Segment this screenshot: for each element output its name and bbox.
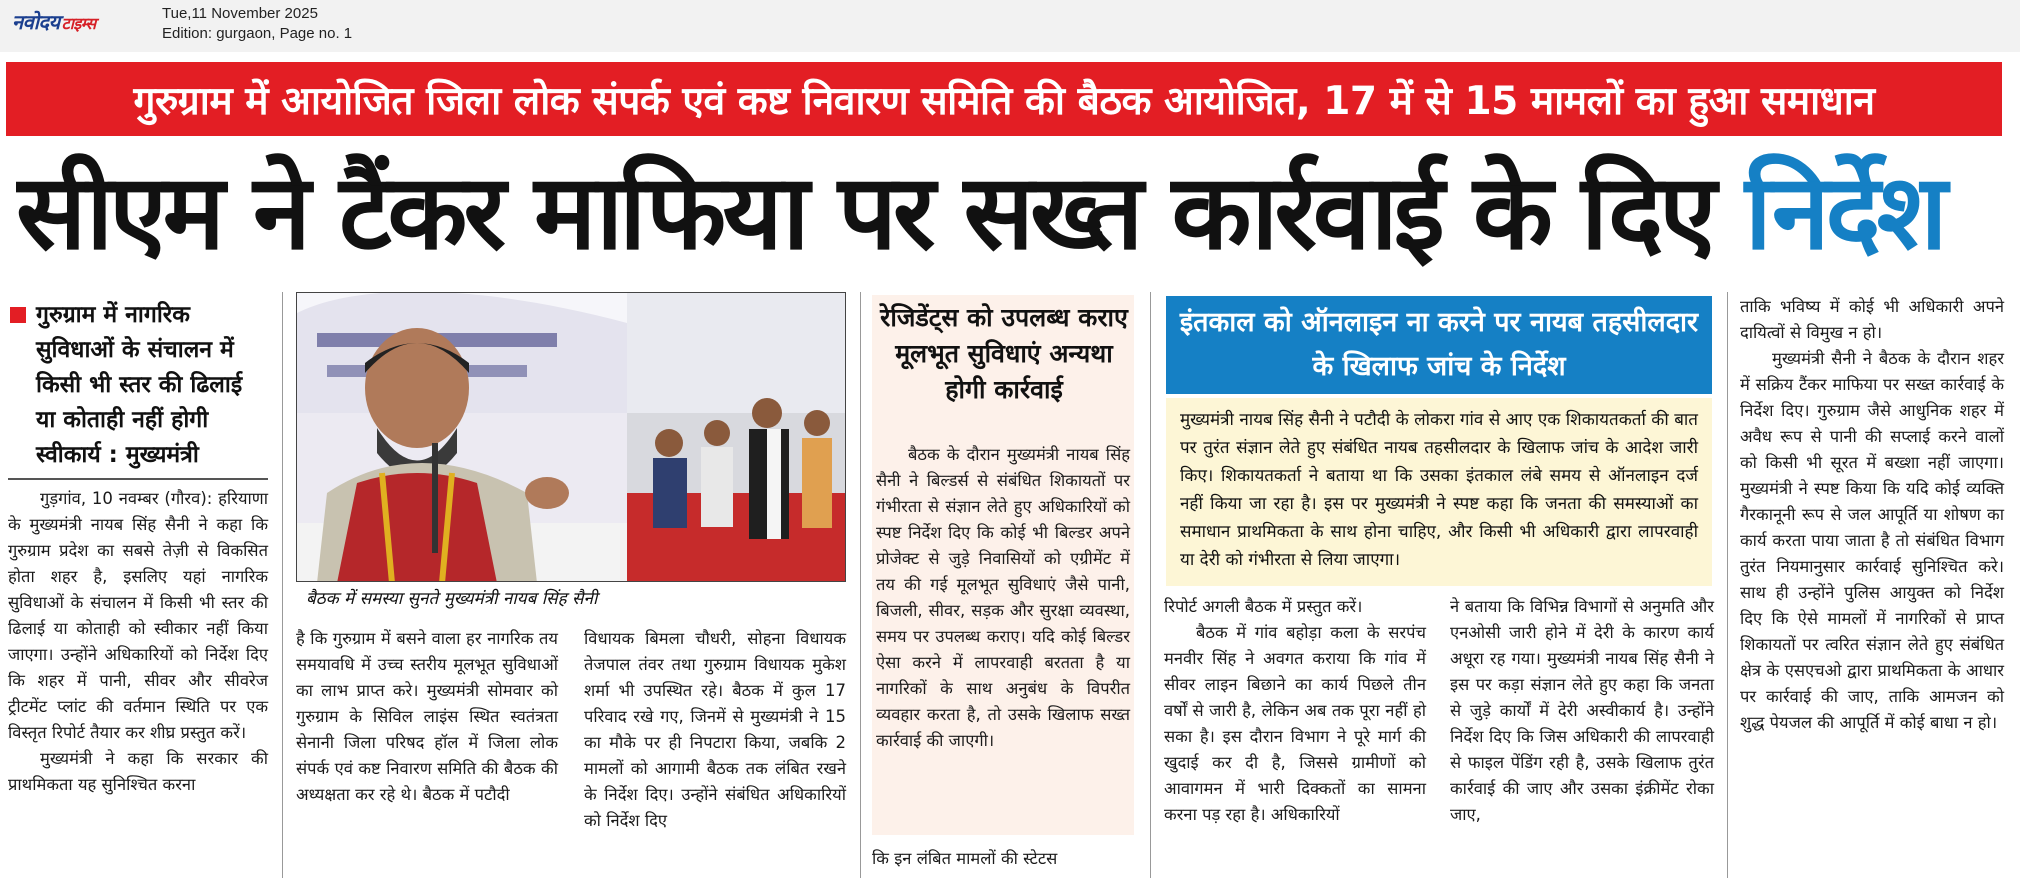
headline-main: सीएम ने टैंकर माफिया पर सख्त कार्रवाई के दिए <box>16 151 1745 273</box>
article-column-7 <box>1740 294 2004 736</box>
article-column-5 <box>1164 594 1426 828</box>
article-col5-para1: रिपोर्ट अगली बैठक में प्रस्तुत करें। <box>1164 597 1363 616</box>
mutation-story-title: इंतकाल को ऑनलाइन ना करने पर नायब तहसीलदार के खिलाफ जांच के निर्देश <box>1166 296 1712 394</box>
builder-story-continuation <box>872 846 1134 872</box>
builder-story-body <box>872 442 1134 754</box>
column-divider <box>1727 292 1728 878</box>
main-headline <box>16 144 2006 280</box>
article-col7-para2: मुख्यमंत्री सैनी ने बैठक के दौरान शहर में सक्रिय टैंकर माफिया पर सख्त कार्रवाई के निर्देश दिए। गुरुग्राम जैसे आधुनिक शहर में अवैध रूप से पानी की सप्लाई करने वालों को किसी भी सूरत में बख्शा नहीं जाएगा। मुख्यमंत्री ने स्पष्ट किया कि यदि कोई व्यक्ति गैरकानूनी रूप से जल आपूर्ति या शोषण का कार्य करता पाया जाता है तो संबंधित विभाग तुरंत नियमानुसार कार्रवाई सुनिश्चित करे। साथ ही उन्होंने पुलिस आयुक्त को निर्देश दिए कि ऐसे मामलों में नागरिकों से प्राप्त शिकायतों पर त्वरित संज्ञान लेते हुए संबंधित क्षेत्र के एसएचओ द्वारा प्राथमिकता के आधार पर कार्रवाई की जाए, ताकि आमजन को शुद्ध पेयजल की आपूर्ति में कोई बाधा न हो। <box>1740 349 2004 732</box>
article-column-2 <box>296 626 558 808</box>
photo-caption: बैठक में समस्या सुनते मुख्यमंत्री नायब सिंह सैनी <box>306 589 598 609</box>
article-column-6 <box>1450 594 1714 828</box>
article-col6-text: ने बताया कि विभिन्न विभागों से अनुमति और एनओसी जारी होने में देरी के कारण कार्य अधूरा रह गया। मुख्यमंत्री नायब सिंह सैनी ने इस पर कड़ा संज्ञान लेते हुए कहा कि जनता से जुड़े कार्यों में देरी अस्वीकार्य है। उन्होंने निर्देश दिए कि जिस अधिकारी की लापरवाही से फाइल पेंडिंग रही है, उसके खिलाफ तुरंत कार्रवाई की जाए और उसका इंक्रीमेंट रोका जाए, <box>1450 597 1714 824</box>
column-divider <box>860 292 861 878</box>
article-col3-text: विधायक बिमला चौधरी, सोहना विधायक तेजपाल तंवर तथा गुरुग्राम विधायक मुकेश शर्मा भी उपस्थित रहे। बैठक में कुल 17 परिवाद रखे गए, जिनमें से मुख्यमंत्री ने 15 का मौके पर ही निपटारा किया, जबकि 2 मामलों को आगामी बैठक तक लंबित रखने के निर्देश दिए। उन्होंने संबंधित अधिकारियों को निर्देश दिए <box>584 629 846 830</box>
sidebar-divider <box>8 478 268 480</box>
article-col2-text: है कि गुरुग्राम में बसने वाला हर नागरिक तय समयावधि में उच्च स्तरीय मूलभूत सुविधाओं का लाभ प्राप्त करे। मुख्यमंत्री सोमवार को गुरुग्राम के सिविल लाइंस स्थित स्वतंत्रता सेनानी जिला परिषद हॉल में जिला लोक संपर्क एवं कष्ट निवारण समिति की बैठक की अध्यक्षता कर रहे थे। बैठक में पटौदी <box>296 629 558 804</box>
article-column-1 <box>8 486 268 798</box>
mutation-story-body: मुख्यमंत्री नायब सिंह सैनी ने पटौदी के लोकरा गांव से आए एक शिकायतकर्ता की बात पर तुरंत संज्ञान लेते हुए संबंधित नायब तहसीलदार के खिलाफ जांच के आदेश जारी किए। शिकायतकर्ता ने बताया था कि उसका इंतकाल लंबे समय से ऑनलाइन दर्ज नहीं किया जा रहा है। इस पर मुख्यमंत्री ने स्पष्ट कहा कि जनता की समस्याओं का समाधान प्राथमिकता के साथ होना चाहिए, और किसी भी अधिकारी द्वारा लापरवाही या देरी को गंभीरता से लिया जाएगा। <box>1166 398 1712 586</box>
article-col5-para2: बैठक में गांव बहोड़ा कला के सरपंच मनवीर सिंह ने अवगत कराया कि गांव में सीवर लाइन बिछाने का कार्य पिछले तीन वर्षों से जारी है, लेकिन अब तक पूरा नहीं हो सका है। इस दौरान विभाग ने पूरे मार्ग की खुदाई कर दी है, जिससे ग्रामीणों को आवागमन में भारी दिक्कतों का सामना करना पड़ रहा है। अधिकारियों <box>1164 623 1426 824</box>
column-divider <box>1150 292 1151 878</box>
article-col7-para1: ताकि भविष्य में कोई भी अधिकारी अपने दायित्वों से विमुख न हो। <box>1740 297 2004 342</box>
edition-date: Tue,11 November 2025 <box>162 5 318 22</box>
logo-main: नवोदय <box>12 10 60 34</box>
builder-story-text: बैठक के दौरान मुख्यमंत्री नायब सिंह सैनी ने बिल्डर्स से संबंधित शिकायतों पर गंभीरता से संज्ञान लेते हुए अधिकारियों को स्पष्ट निर्देश दिए कि कोई भी बिल्डर अपने प्रोजेक्ट से जुड़े निवासियों को एग्रीमेंट में तय की गई मूलभूत सुविधाएं जैसे पानी, बिजली, सीवर, सड़क और सुरक्षा व्यवस्था, समय पर उपलब्ध कराए। यदि कोई बिल्डर ऐसा करने में लापरवाही बरतता है या नागरिकों के साथ अनुबंध के विपरीत व्यवहार करता है, तो उसके खिलाफ सख्त कार्रवाई की जाएगी। <box>876 445 1130 750</box>
logo-sub: टाइम्स <box>61 14 96 33</box>
sidebar-highlight <box>8 298 268 473</box>
builder-story-after-text: कि इन लंबित मामलों की स्टेटस <box>872 849 1058 868</box>
kicker-banner: गुरुग्राम में आयोजित जिला लोक संपर्क एवं कष्ट निवारण समिति की बैठक आयोजित, 17 में से 15 मामलों का हुआ समाधान <box>6 62 2002 136</box>
bullet-square-icon <box>10 307 26 323</box>
article-col1-para2: मुख्यमंत्री ने कहा कि सरकार की प्राथमिकता यह सुनिश्चित करना <box>8 749 268 794</box>
headline-highlight: निर्देश <box>1744 151 1944 273</box>
photo-illustration <box>297 293 846 582</box>
edition-page: Edition: gurgaon, Page no. 1 <box>162 25 353 42</box>
newspaper-logo[interactable] <box>12 8 96 35</box>
article-column-3 <box>584 626 846 834</box>
sidebar-title: गुरुग्राम में नागरिक सुविधाओं के संचालन में किसी भी स्तर की ढिलाई या कोताही नहीं होगी स्वीकार्य : मुख्यमंत्री <box>36 302 243 468</box>
article-col1-para1: गुड़गांव, 10 नवम्बर (गौरव): हरियाणा के मुख्यमंत्री नायब सिंह सैनी ने कहा कि गुरुग्राम प्रदेश का सबसे तेज़ी से विकसित होता शहर है, इसलिए यहां नागरिक सुविधाओं के संचालन में किसी भी स्तर की ढिलाई या कोताही को स्वीकार नहीं किया जाएगा। उन्होंने अधिकारियों को निर्देश दिए कि शहर में पानी, सीवर और सीवरेज ट्रीटमेंट प्लांट की वर्तमान स्थिति पर एक विस्तृत रिपोर्ट तैयार कर शीघ्र प्रस्तुत करें। <box>8 489 268 742</box>
news-photo[interactable] <box>296 292 846 582</box>
builder-story-title: रेजिडेंट्स को उपलब्ध कराए मूलभूत सुविधाएं अन्यथा होगी कार्रवाई <box>880 303 1128 404</box>
column-divider <box>282 292 283 878</box>
edition-bar <box>0 0 2020 52</box>
